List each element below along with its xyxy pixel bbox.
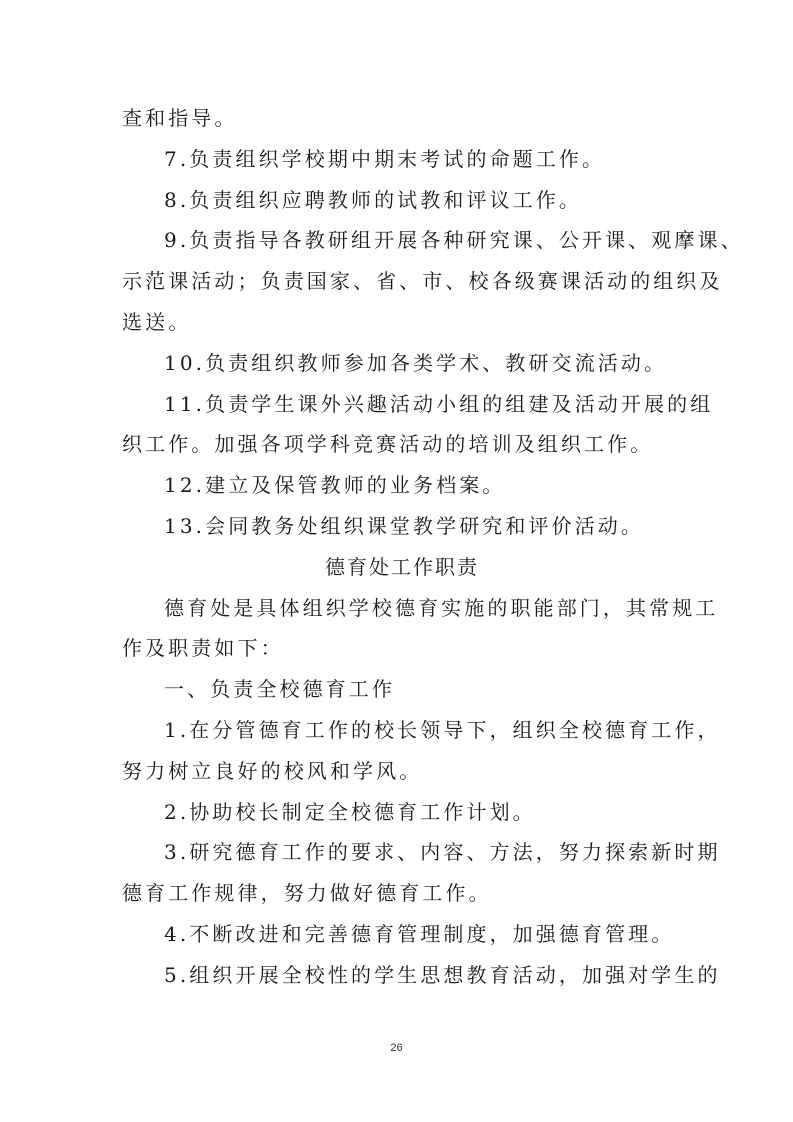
paragraph-line: 11.负责学生课外兴趣活动小组的组建及活动开展的组 [164, 391, 714, 416]
page-number: 26 [390, 1042, 403, 1054]
paragraph-line: 4.不断改进和完善德育管理制度，加强德育管理。 [164, 921, 675, 946]
paragraph-line: 8.负责组织应聘教师的试教和评议工作。 [164, 187, 582, 212]
paragraph-line: 9.负责指导各教研组开展各种研究课、公开课、观摩课、 [164, 228, 744, 253]
paragraph-line: 织工作。加强各项学科竞赛活动的培训及组织工作。 [122, 432, 654, 457]
section-heading: 德育处工作职责 [325, 554, 479, 579]
paragraph-line: 10.负责组织教师参加各类学术、教研交流活动。 [164, 350, 668, 375]
paragraph-line: 努力树立良好的校风和学风。 [122, 758, 423, 783]
subsection-heading: 一、负责全校德育工作 [164, 677, 395, 702]
paragraph-line: 13.会同教务处组织课堂教学研究和评价活动。 [164, 513, 645, 538]
paragraph-line: 2.协助校长制定全校德育工作计划。 [164, 799, 536, 824]
paragraph-line: 查和指导。 [122, 106, 238, 130]
paragraph-line: 1.在分管德育工作的校长领导下，组织全校德育工作， [164, 717, 721, 742]
paragraph-line: 5.组织开展全校性的学生思想教育活动，加强对学生的 [164, 962, 721, 987]
paragraph-line: 德育工作规律，努力做好德育工作。 [122, 881, 492, 906]
paragraph-line: 7.负责组织学校期中期末考试的命题工作。 [164, 146, 606, 171]
paragraph-line: 12.建立及保管教师的业务档案。 [164, 473, 506, 498]
paragraph-line: 3.研究德育工作的要求、内容、方法，努力探索新时期 [164, 840, 721, 865]
page-body [122, 98, 744, 996]
paragraph-line: 作及职责如下： [122, 636, 284, 661]
paragraph-line: 示范课活动；负责国家、省、市、校各级赛课活动的组织及 [122, 269, 723, 294]
paragraph-line: 德育处是具体组织学校德育实施的职能部门，其常规工 [164, 595, 719, 620]
paragraph-line: 选送。 [122, 309, 192, 334]
